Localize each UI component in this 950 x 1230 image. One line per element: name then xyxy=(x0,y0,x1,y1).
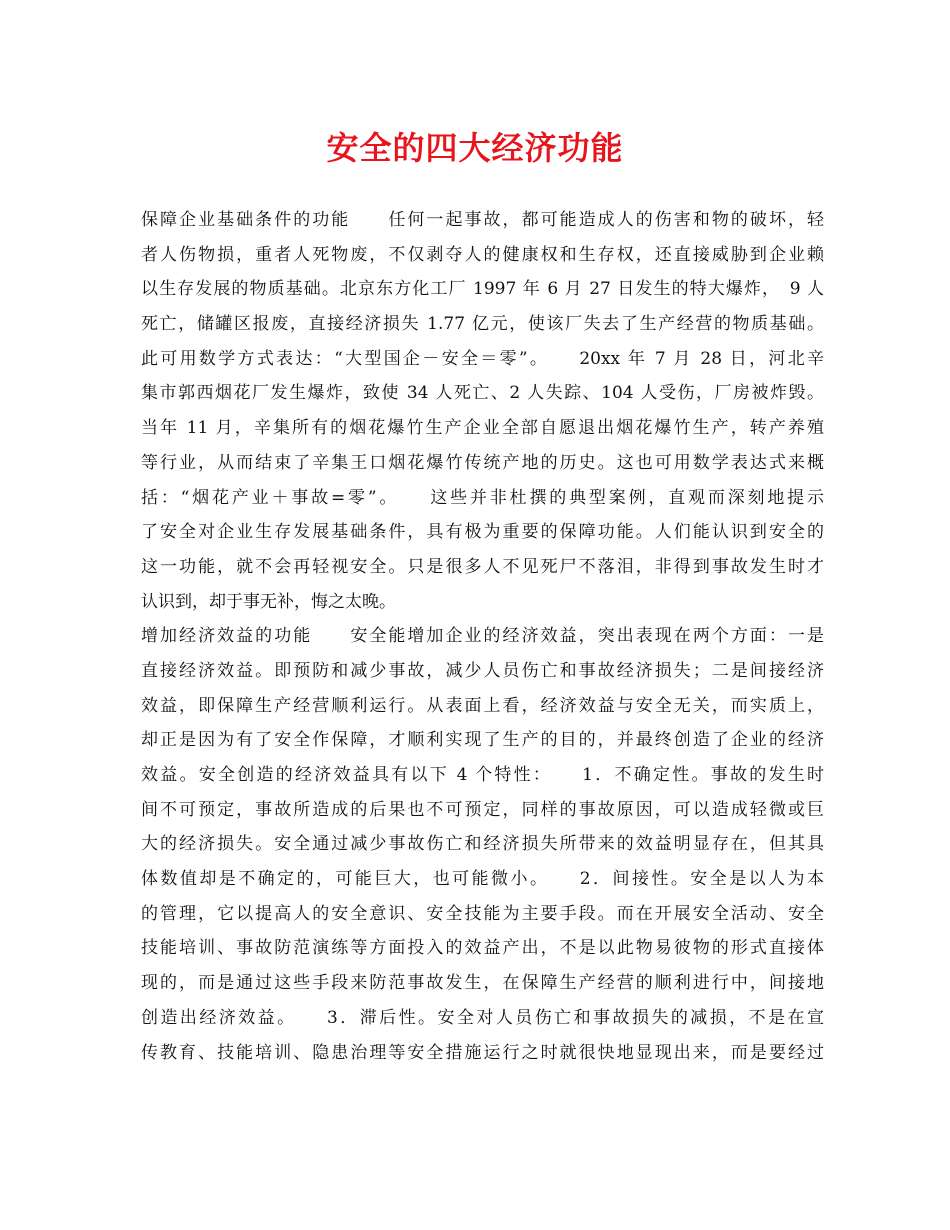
text-line: 认识到，却于事无补，悔之太晚。 xyxy=(141,591,396,612)
document-title: 安全的四大经济功能 xyxy=(326,129,624,167)
text-line: 死亡，储罐区报废，直接经济损失 1.77 亿元，使该厂失去了生产经营的物质基础。 xyxy=(141,314,824,335)
text-line: 大的经济损失。安全通过减少事故伤亡和经济损失所带来的效益明显存在，但其具 xyxy=(141,834,824,855)
text-line: 以生存发展的物质基础。北京东方化工厂 1997 年 6 月 27 日发生的特大爆炸， 9 人 xyxy=(141,279,824,300)
document-body xyxy=(141,203,824,1070)
text-line: 体数值却是不确定的，可能巨大，也可能微小。 2．间接性。安全是以人为本 xyxy=(141,869,824,890)
text-line: 此可用数学方式表达：“大型国企－安全＝零”。 20xx 年 7 月 28 日，河北辛 xyxy=(141,348,824,369)
text-line: 保障企业基础条件的功能 任何一起事故，都可能造成人的伤害和物的破坏，轻 xyxy=(141,210,824,230)
text-line: 传教育、技能培训、隐患治理等安全措施运行之时就很快地显现出来，而是要经过 xyxy=(141,1042,824,1063)
text-line: 当年 11 月，辛集所有的烟花爆竹生产企业全部自愿退出烟花爆竹生产，转产养殖 xyxy=(141,418,824,439)
text-line: 效益。安全创造的经济效益具有以下 4 个特性： 1．不确定性。事故的发生时 xyxy=(141,765,824,785)
text-line: 了安全对企业生存发展基础条件，具有极为重要的保障功能。人们能认识到安全的 xyxy=(141,522,824,543)
text-line: 直接经济效益。即预防和减少事故，减少人员伤亡和事故经济损失；二是间接经济 xyxy=(141,660,824,681)
text-line: 集市郭西烟花厂发生爆炸，致使 34 人死亡、2 人失踪、104 人受伤，厂房被炸毁。 xyxy=(141,383,824,404)
text-line: 效益，即保障生产经营顺利运行。从表面上看，经济效益与安全无关，而实质上， xyxy=(141,695,824,716)
text-line: 创造出经济效益。 3．滞后性。安全对人员伤亡和事故损失的减损，不是在宣 xyxy=(141,1007,824,1028)
text-line: 括：“烟花产业＋事故=零”。 这些并非杜撰的典型案例，直观而深刻地提示 xyxy=(141,487,824,508)
text-line: 的管理，它以提高人的安全意识、安全技能为主要手段。而在开展安全活动、安全 xyxy=(141,903,824,924)
text-line: 这一功能，就不会再轻视安全。只是很多人不见死尸不落泪，非得到事故发生时才 xyxy=(141,556,824,577)
text-line: 技能培训、事故防范演练等方面投入的效益产出，不是以此物易彼物的形式直接体 xyxy=(141,938,824,959)
text-line: 现的，而是通过这些手段来防范事故发生，在保障生产经营的顺利进行中，间接地 xyxy=(141,973,824,994)
text-line: 增加经济效益的功能 安全能增加企业的经济效益，突出表现在两个方面：一是 xyxy=(141,626,824,647)
text-line: 者人伤物损，重者人死物废，不仅剥夺人的健康权和生存权，还直接威胁到企业赖 xyxy=(141,244,824,265)
text-line: 间不可预定，事故所造成的后果也不可预定，同样的事故原因，可以造成轻微或巨 xyxy=(141,799,824,820)
text-line: 等行业，从而结束了辛集王口烟花爆竹传统产地的历史。这也可用数学表达式来概 xyxy=(141,452,824,473)
text-line: 却正是因为有了安全作保障，才顺利实现了生产的目的，并最终创造了企业的经济 xyxy=(141,730,824,751)
